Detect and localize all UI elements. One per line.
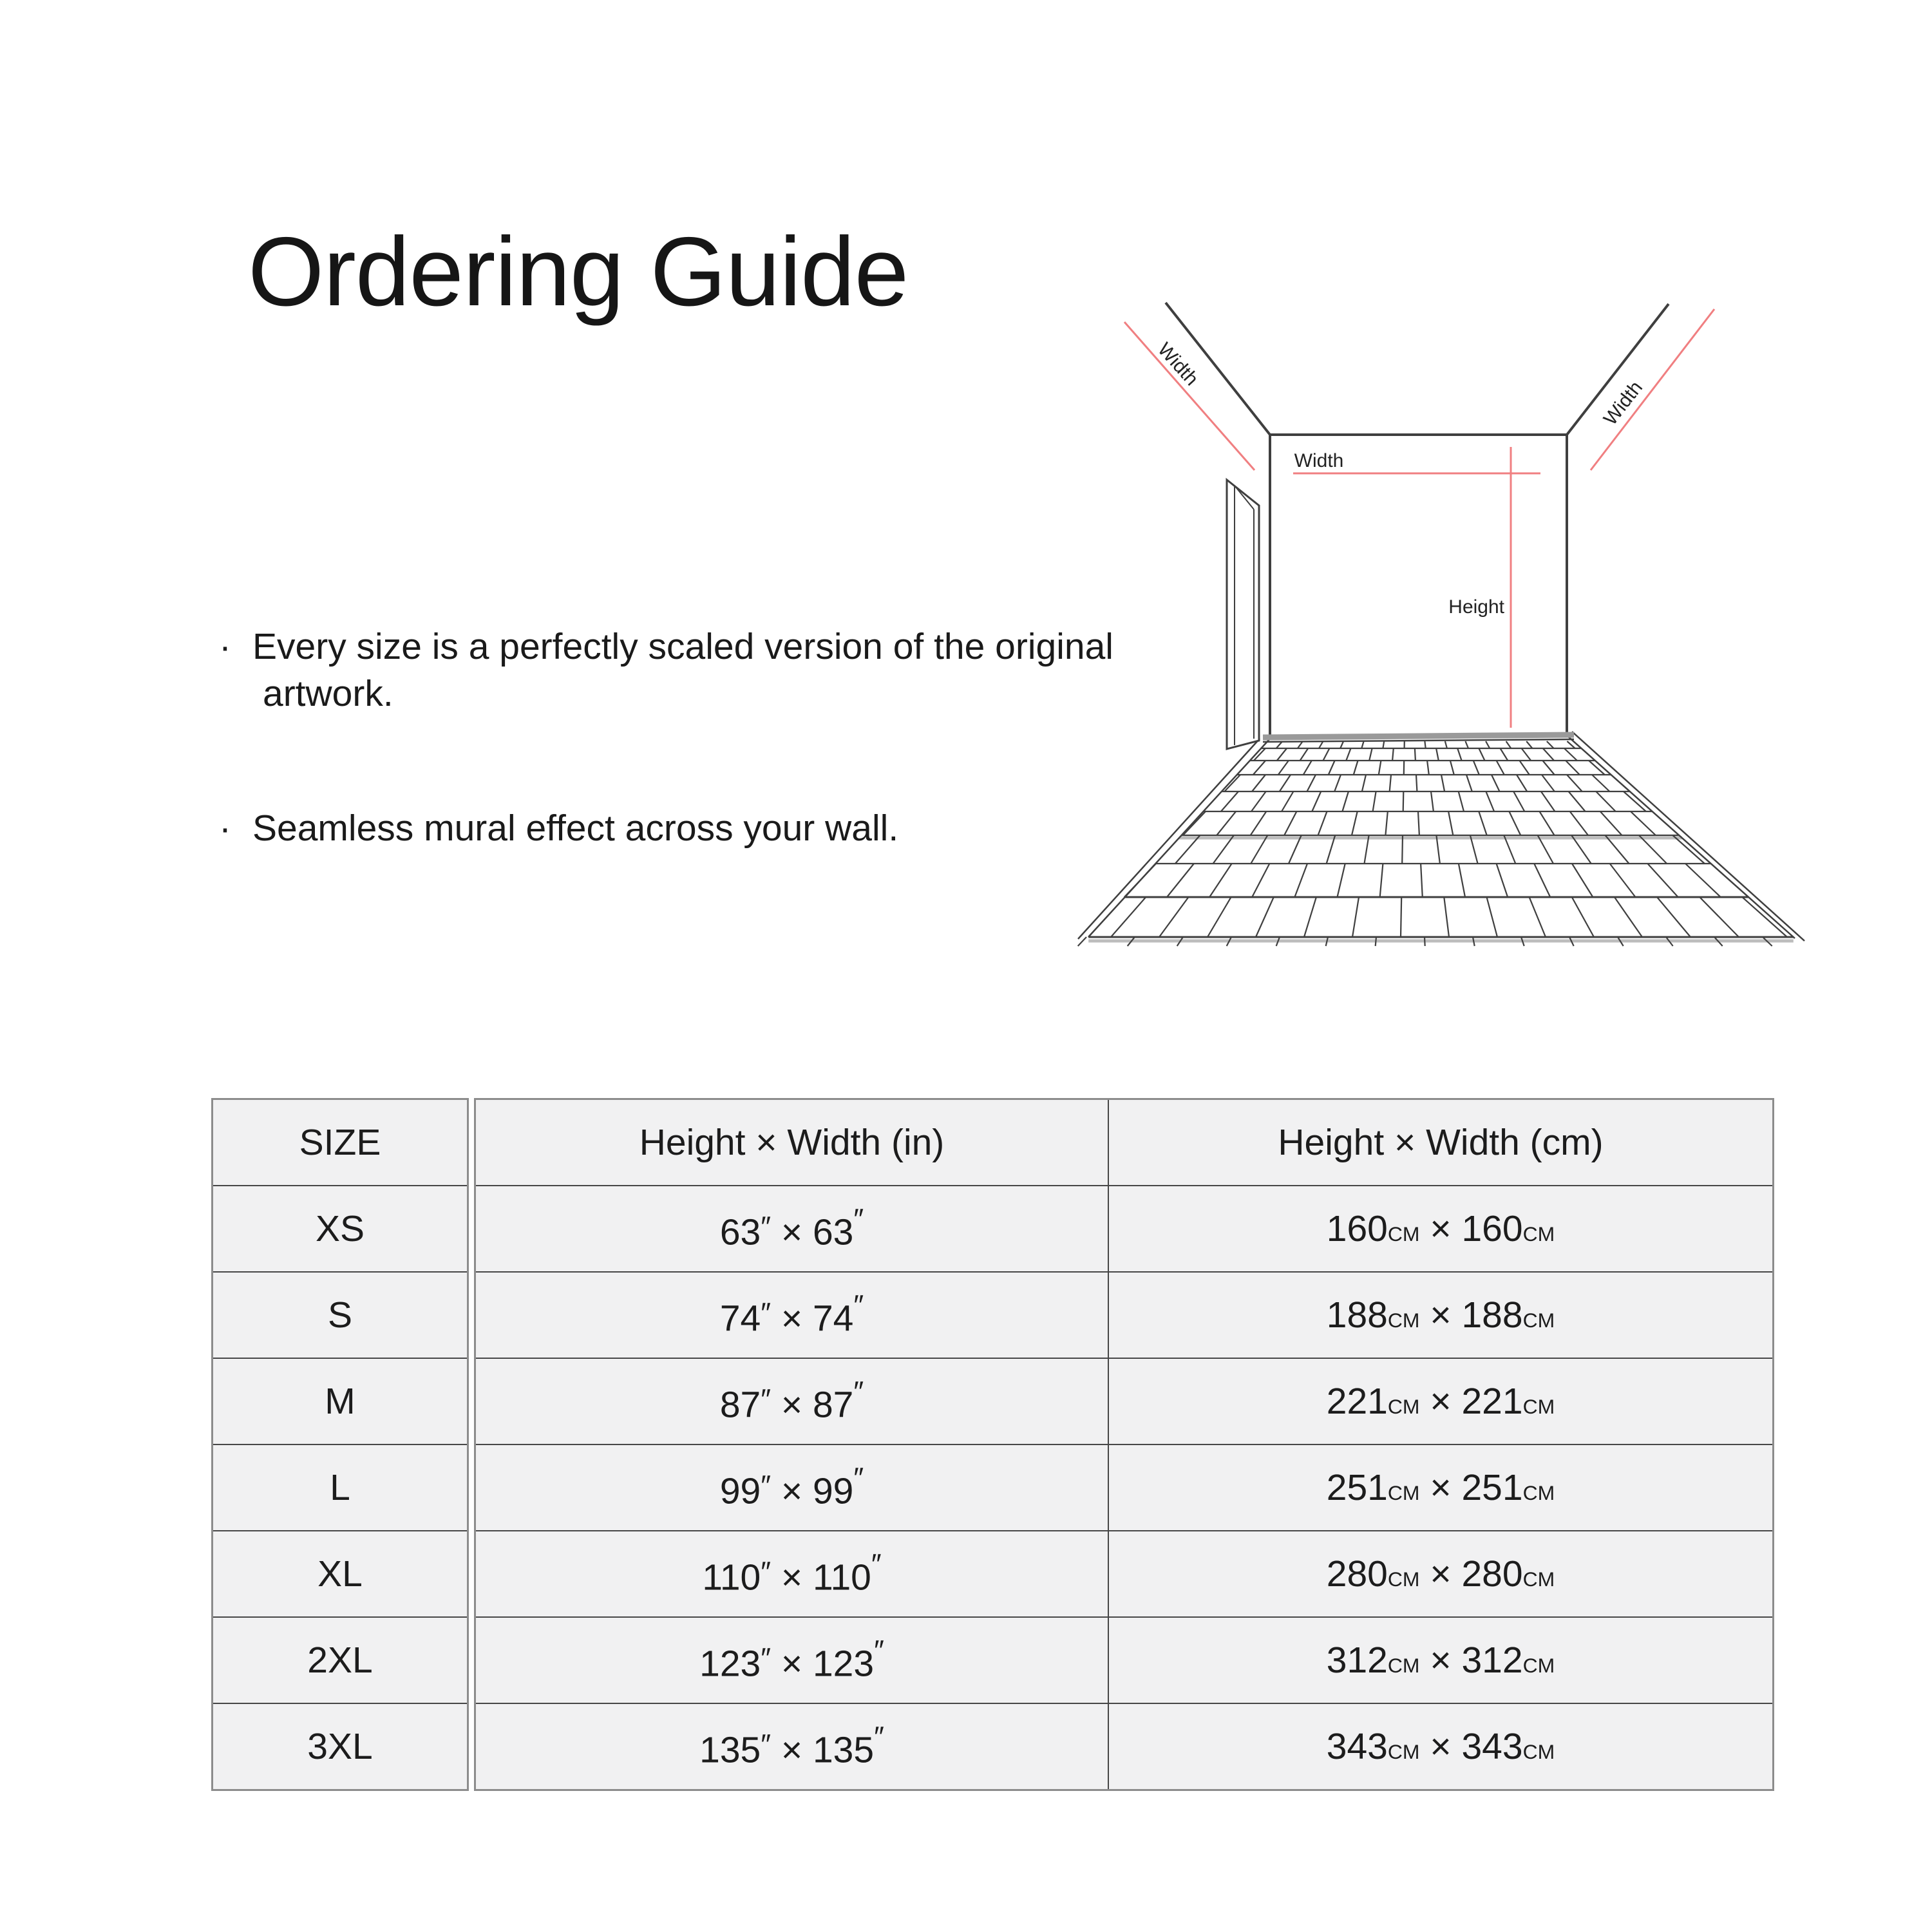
inches-header: Height × Width (in) [475,1099,1109,1186]
table-row [475,1272,1774,1358]
table-header-row [213,1099,468,1186]
table-row [213,1617,468,1703]
table-row [213,1272,468,1358]
cm-cell: 251CM × 251CM [1108,1444,1774,1531]
size-cell: 3XL [213,1703,468,1790]
size-col-body [213,1186,468,1790]
inches-cell: 74″ × 74″ [475,1272,1109,1358]
note-seamless-mural [219,805,898,852]
room-illustration [1063,270,1835,979]
note-line: Seamless mural effect across your wall. [252,808,899,849]
width-measure-right [1591,309,1714,470]
cm-cell: 280CM × 280CM [1108,1531,1774,1617]
page-title: Ordering Guide [248,217,909,327]
table-row [475,1186,1774,1272]
note-line: artwork. [263,672,393,714]
size-cell: XL [213,1531,468,1617]
cm-cell: 312CM × 312CM [1108,1617,1774,1703]
inches-cell: 99″ × 99″ [475,1444,1109,1531]
cm-cell: 343CM × 343CM [1108,1703,1774,1790]
table-row [213,1186,468,1272]
width-label-back: Width [1294,450,1344,471]
table-row [475,1444,1774,1531]
dims-body [475,1186,1774,1790]
table-row [213,1358,468,1444]
width-label-right: Width [1599,377,1647,430]
size-header: SIZE [213,1099,468,1186]
ordering-size-table [211,1098,1774,1791]
note-line: Every size is a perfectly scaled version of the original [252,626,1113,667]
cm-cell: 188CM × 188CM [1108,1272,1774,1358]
note-text [252,805,898,852]
table-row [475,1531,1774,1617]
inches-cell: 110″ × 110″ [475,1531,1109,1617]
size-cell: M [213,1358,468,1444]
table-row [213,1444,468,1531]
table-header-row [475,1099,1774,1186]
cm-cell: 160CM × 160CM [1108,1186,1774,1272]
cm-header: Height × Width (cm) [1108,1099,1774,1186]
size-cell: XS [213,1186,468,1272]
table-row [213,1531,468,1617]
bullet-dot: · [219,626,231,667]
door [1227,480,1259,749]
inches-cell: 87″ × 87″ [475,1358,1109,1444]
size-cell: 2XL [213,1617,468,1703]
height-label: Height [1448,596,1504,618]
floor-tiles [1078,732,1804,946]
cm-cell: 221CM × 221CM [1108,1358,1774,1444]
note-scaled-artwork [219,623,1113,717]
table-row [475,1358,1774,1444]
width-measure-left [1124,322,1255,470]
table-row [475,1703,1774,1790]
width-label-left: Width [1153,339,1202,390]
size-cell: L [213,1444,468,1531]
table-row [475,1617,1774,1703]
back-wall [1270,435,1567,736]
baseboard [1263,735,1574,737]
note-text [252,623,1113,717]
inches-cell: 63″ × 63″ [475,1186,1109,1272]
size-column-table [211,1098,469,1791]
table-row [213,1703,468,1790]
size-cell: S [213,1272,468,1358]
dimensions-table [474,1098,1774,1791]
bullet-dot: · [219,808,231,849]
inches-cell: 123″ × 123″ [475,1617,1109,1703]
inches-cell: 135″ × 135″ [475,1703,1109,1790]
